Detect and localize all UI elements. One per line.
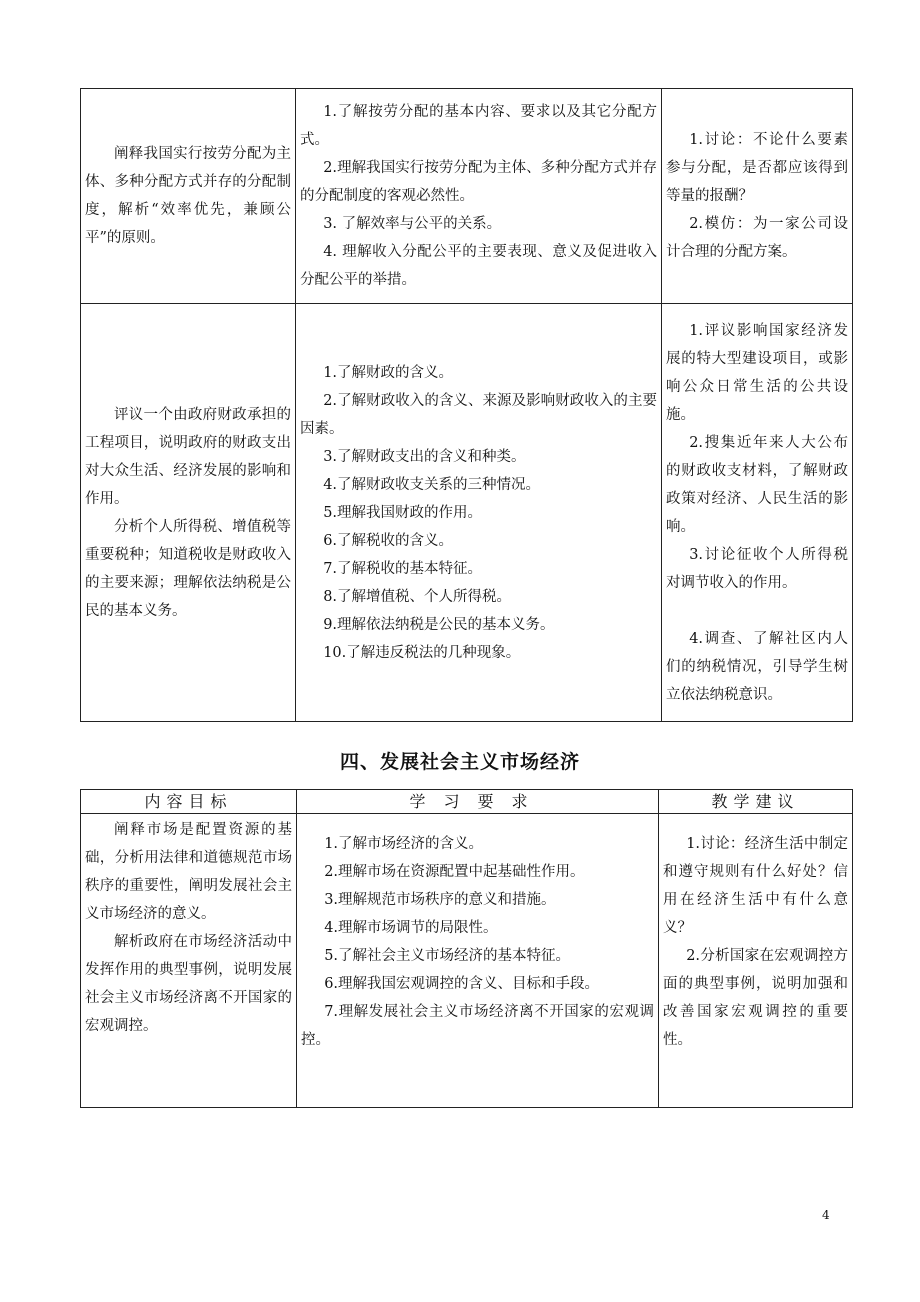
table-row — [81, 304, 853, 722]
suggestion-item: 1.讨论：经济生活中制定和遵守规则有什么好处？信用在经济生活中有什么意义？ — [663, 836, 848, 936]
page-number: 4 — [822, 1208, 830, 1222]
table-row — [81, 814, 853, 1108]
requirement-item: 7.了解税收的基本特征。 — [323, 560, 483, 577]
curriculum-table-1 — [80, 88, 853, 722]
requirement-item: 1.了解按劳分配的基本内容、要求以及其它分配方式。 — [300, 104, 657, 148]
requirements-cell — [297, 814, 659, 1108]
requirement-item: 1.了解财政的含义。 — [323, 364, 454, 381]
suggestion-item: 3.讨论征收个人所得税对调节收入的作用。 — [666, 546, 848, 591]
suggestions-cell — [659, 814, 853, 1108]
requirement-item: 2.了解财政收入的含义、来源及影响财政收入的主要因素。 — [300, 392, 657, 437]
requirements-cell — [296, 89, 662, 304]
content-paragraph: 阐释我国实行按劳分配为主体、多种分配方式并存的分配制度，解析“效率优先，兼顾公平”的原则。 — [85, 146, 291, 246]
requirement-item: 2.理解市场在资源配置中起基础性作用。 — [324, 864, 585, 880]
requirement-item: 3.理解规范市场秩序的意义和措施。 — [324, 892, 556, 908]
requirement-item: 3.了解财政支出的含义和种类。 — [323, 448, 526, 465]
requirement-item: 4.了解财政收支关系的三种情况。 — [323, 476, 541, 493]
suggestion-item: 2.模仿：为一家公司设计合理的分配方案。 — [666, 216, 848, 260]
content-paragraph: 解析政府在市场经济活动中发挥作用的典型事例，说明发展社会主义市场经济离不开国家的宏观调控。 — [85, 934, 292, 1034]
requirement-item: 9.理解依法纳税是公民的基本义务。 — [323, 616, 555, 633]
suggestion-item: 1.评议影响国家经济发展的特大型建设项目，或影响公众日常生活的公共设施。 — [666, 322, 848, 423]
requirement-item: 3. 了解效率与公平的关系。 — [323, 216, 502, 232]
suggestion-item: 2.搜集近年来人大公布的财政收支材料，了解财政政策对经济、人民生活的影响。 — [666, 434, 848, 535]
header-content-goal: 内容目标 — [81, 790, 297, 814]
requirements-cell — [296, 304, 662, 722]
requirement-item: 2.理解我国实行按劳分配为主体、多种分配方式并存的分配制度的客观必然性。 — [300, 160, 657, 204]
suggestion-item: 4.调查、了解社区内人们的纳税情况，引导学生树立依法纳税意识。 — [666, 630, 848, 703]
content-goal-cell — [81, 89, 296, 304]
content-paragraph: 阐释市场是配置资源的基础，分析用法律和道德规范市场秩序的重要性，阐明发展社会主义市场经济的意义。 — [85, 822, 292, 922]
suggestions-cell — [662, 89, 853, 304]
requirement-item: 4.理解市场调节的局限性。 — [324, 920, 498, 936]
table-row — [81, 89, 853, 304]
requirement-item: 4. 理解收入分配公平的主要表现、意义及促进收入分配公平的举措。 — [300, 244, 657, 288]
requirement-item: 10.了解违反税法的几种现象。 — [323, 644, 521, 661]
curriculum-table-2 — [80, 789, 853, 1108]
header-suggestions: 教学建议 — [659, 790, 853, 814]
requirement-item: 8.了解增值税、个人所得税。 — [323, 588, 512, 605]
content-paragraph: 分析个人所得税、增值税等重要税种；知道税收是财政收入的主要来源；理解依法纳税是公民的基本义务。 — [85, 518, 291, 619]
header-requirements: 学习要求 — [297, 790, 659, 814]
requirement-item: 1.了解市场经济的含义。 — [324, 836, 484, 852]
content-goal-cell — [81, 814, 297, 1108]
content-goal-cell — [81, 304, 296, 722]
content-paragraph: 评议一个由政府财政承担的工程项目，说明政府的财政支出对大众生活、经济发展的影响和作用。 — [85, 406, 291, 507]
suggestions-cell — [662, 304, 853, 722]
suggestion-item: 2.分析国家在宏观调控方面的典型事例，说明加强和改善国家宏观调控的重要性。 — [663, 948, 848, 1048]
spacer — [666, 597, 848, 625]
section-title: 四、发展社会主义市场经济 — [339, 751, 580, 773]
table-header-row — [81, 790, 853, 814]
requirement-item: 6.理解我国宏观调控的含义、目标和手段。 — [324, 976, 600, 992]
requirement-item: 6.了解税收的含义。 — [323, 532, 454, 549]
suggestion-item: 1.讨论：不论什么要素参与分配，是否都应该得到等量的报酬？ — [666, 132, 848, 204]
requirement-item: 5.理解我国财政的作用。 — [323, 504, 483, 521]
requirement-item: 7.理解发展社会主义市场经济离不开国家的宏观调控。 — [301, 1004, 654, 1048]
requirement-item: 5.了解社会主义市场经济的基本特征。 — [324, 948, 571, 964]
